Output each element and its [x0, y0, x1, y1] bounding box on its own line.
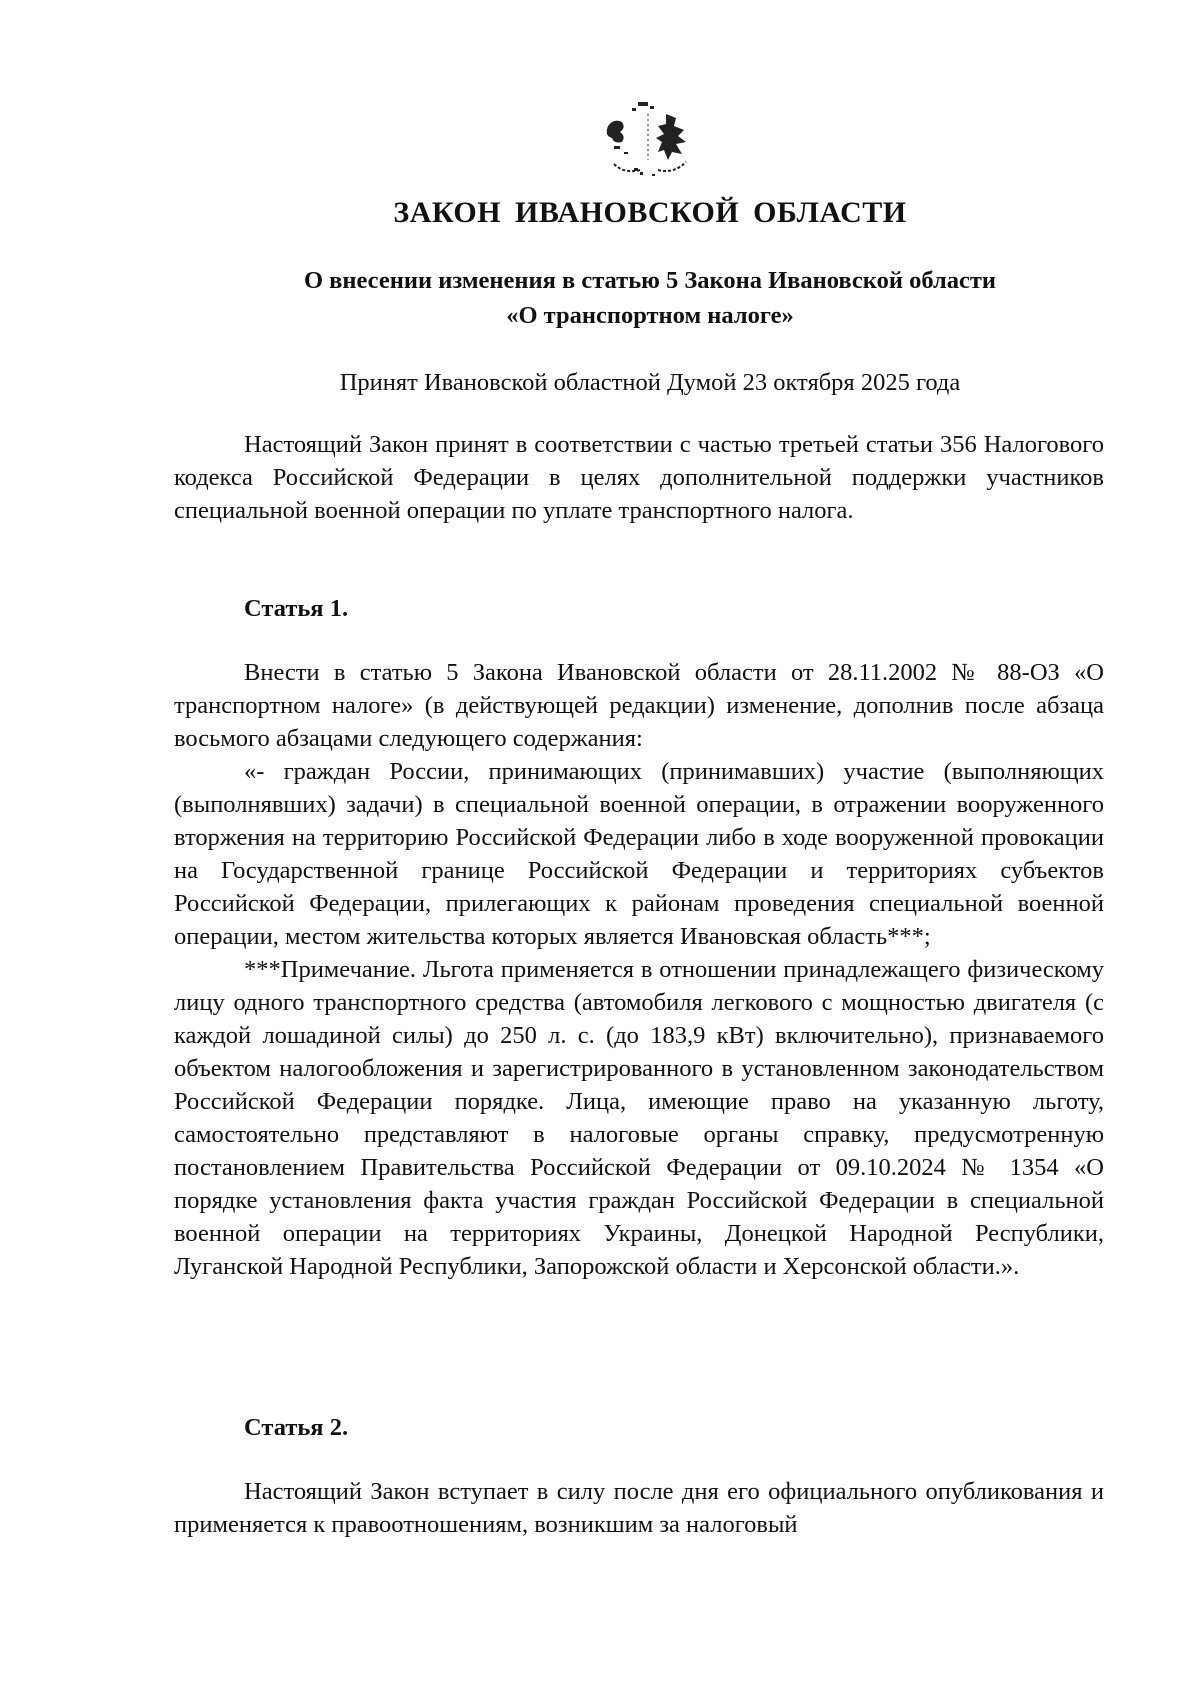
intro-paragraph: Настоящий Закон принят в соответствии с частью третьей статьи 356 Налогового кодекса Российской Федерации в целях дополнительной поддержки участников специальной военной операции по уплате транспортного налога.: [174, 431, 1104, 524]
article-1-body: [174, 656, 1104, 1283]
article-1-paragraph-3: ***Примечание. Льгота применяется в отношении принадлежащего физическому лицу одного транспортного средства (автомобиля легкового с мощностью двигателя (с каждой лошадиной силы) до 250 л. с. (до 183,9 кВт) включительно), признаваемого объектом налогообложения и зарегистрированного в установленном законодательством Российской Федерации порядке. Лица, имеющие право на указанную льготу, самостоятельно представляют в налоговые органы справку, предусмотренную постановлением Правительства Российской Федерации от 09.10.2024 № 1354 «О порядке установления факта участия граждан Российской Федерации в специальной военной операции на территориях Украины, Донецкой Народной Республики, Луганской Народной Республики, Запорожской области и Херсонской области.».: [174, 956, 1104, 1280]
law-title: ЗАКОН ИВАНОВСКОЙ ОБЛАСТИ: [393, 196, 907, 229]
intro-section: [174, 428, 1104, 527]
subtitle-line-2: «О транспортном налоге»: [506, 302, 794, 329]
coat-of-arms-icon: [600, 100, 700, 184]
article-1-heading: Статья 1.: [244, 595, 349, 622]
article-2-paragraph-1: Настоящий Закон вступает в силу после дня его официального опубликования и применяется к правоотношениям, возникшим за налоговый: [174, 1478, 1104, 1538]
article-1-paragraph-1: Внести в статью 5 Закона Ивановской области от 28.11.2002 № 88-ОЗ «О транспортном налоге» (в действующей редакции) изменение, дополнив после абзаца восьмого абзацами следующего содержания:: [174, 659, 1104, 752]
article-2-body: [174, 1475, 1104, 1541]
subtitle-line-1: О внесении изменения в статью 5 Закона Ивановской области: [303, 267, 996, 294]
article-1-paragraph-2: «- граждан России, принимающих (принимавших) участие (выполняющих (выполнявших) задачи) в специальной военной операции, в отражении вооруженного вторжения на территорию Российской Федерации либо в ходе вооруженной провокации на Государственной границе Российской Федерации и территориях субъектов Российской Федерации, прилегающих к районам проведения специальной военной операции, местом жительства которых является Ивановская область***;: [174, 758, 1104, 950]
law-subtitle: [200, 263, 1100, 333]
adoption-note: Принят Ивановской областной Думой 23 октября 2025 года: [339, 369, 961, 396]
article-2-heading: Статья 2.: [244, 1414, 349, 1441]
